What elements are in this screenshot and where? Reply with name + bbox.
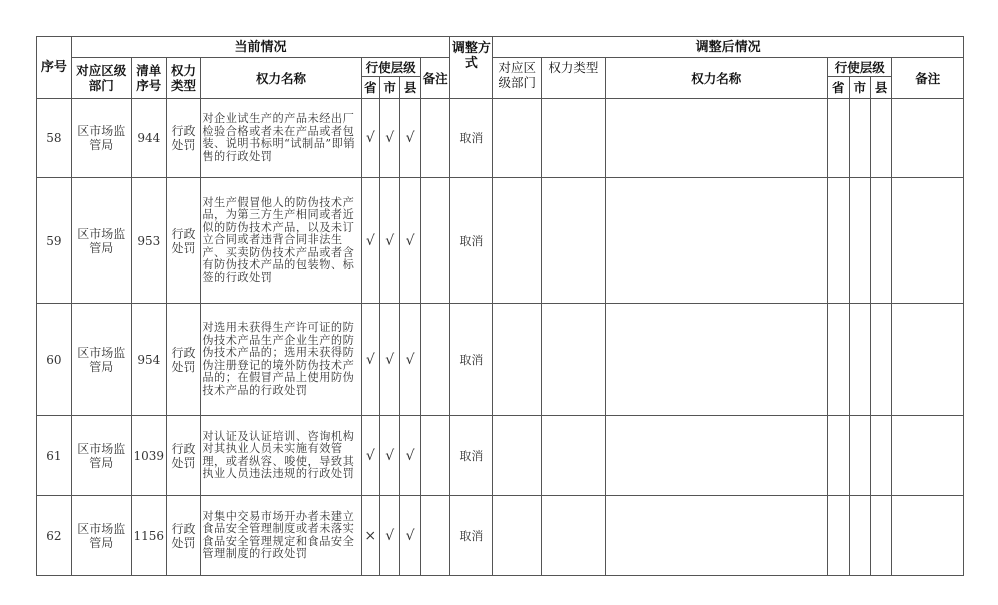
row-province-mark: √: [361, 99, 379, 178]
row-province-mark: √: [361, 178, 379, 304]
row-adj-city: [849, 496, 870, 576]
province-header: 省: [361, 77, 379, 99]
row-adj-dept: [493, 178, 542, 304]
row-note: [420, 304, 450, 416]
row-adj-county: [870, 99, 891, 178]
row-county-mark: √: [400, 496, 420, 576]
row-city-mark: √: [379, 496, 399, 576]
table-row: [37, 496, 964, 576]
power-name-header: 权力名称: [201, 58, 361, 99]
row-adj-province: [828, 99, 849, 178]
row-type: 行政处罚: [166, 496, 201, 576]
row-adj-note: [892, 416, 964, 496]
dept-header: 对应区级部门: [71, 58, 131, 99]
power-adjustment-table: [36, 36, 964, 576]
row-list-no: 953: [131, 178, 166, 304]
city-header: 市: [379, 77, 399, 99]
power-type-header: 权力类型: [166, 58, 201, 99]
row-adj-county: [870, 304, 891, 416]
seq-header: 序号: [37, 37, 72, 99]
row-adj-note: [892, 99, 964, 178]
note-header-adjusted: 备注: [892, 58, 964, 99]
row-adj-county: [870, 416, 891, 496]
row-province-mark: √: [361, 416, 379, 496]
row-adj-name: [605, 304, 828, 416]
row-power-name: 对认证及认证培训、咨询机构对其执业人员未实施有效管理，或者纵容、唆使，导致其执业人员违法违规的行政处罚: [201, 416, 361, 496]
row-seq: 58: [37, 99, 72, 178]
row-power-name: 对集中交易市场开办者未建立食品安全管理制度或者未落实食品安全管理规定和食品安全管理制度的行政处罚: [201, 496, 361, 576]
row-type: 行政处罚: [166, 416, 201, 496]
adj-province-header: 省: [828, 77, 849, 99]
adj-power-type-header: 权力类型: [542, 58, 605, 99]
row-method: 取消: [450, 178, 493, 304]
row-list-no: 944: [131, 99, 166, 178]
row-method: 取消: [450, 99, 493, 178]
row-adj-city: [849, 99, 870, 178]
row-power-name: 对生产假冒他人的防伪技术产品，为第三方生产相同或者近似的防伪技术产品，以及未订立合同或者违背合同非法生产、买卖防伪技术产品或者含有防伪技术产品的包装物、标签的行政处罚: [201, 178, 361, 304]
county-header: 县: [400, 77, 420, 99]
row-type: 行政处罚: [166, 304, 201, 416]
row-method: 取消: [450, 496, 493, 576]
row-city-mark: √: [379, 99, 399, 178]
row-adj-city: [849, 178, 870, 304]
row-adj-province: [828, 416, 849, 496]
row-adj-city: [849, 304, 870, 416]
row-adj-note: [892, 304, 964, 416]
table-row: [37, 416, 964, 496]
current-situation-header: 当前情况: [71, 37, 450, 58]
row-adj-name: [605, 99, 828, 178]
row-power-name: 对企业试生产的产品未经出厂检验合格或者未在产品或者包装、说明书标明“试制品”即销售的行政处罚: [201, 99, 361, 178]
row-dept: 区市场监管局: [71, 416, 131, 496]
row-adj-type: [542, 99, 605, 178]
row-adj-note: [892, 178, 964, 304]
row-power-name: 对选用未获得生产许可证的防伪技术产品生产企业生产的防伪技术产品的；选用未获得防伪注册登记的境外防伪技术产品的；在假冒产品上使用防伪技术产品的行政处罚: [201, 304, 361, 416]
level-header: 行使层级: [361, 58, 420, 77]
row-dept: 区市场监管局: [71, 496, 131, 576]
adjusted-situation-header: 调整后情况: [493, 37, 964, 58]
row-adj-province: [828, 496, 849, 576]
row-city-mark: √: [379, 304, 399, 416]
row-adj-type: [542, 416, 605, 496]
adj-power-name-header: 权力名称: [605, 58, 828, 99]
row-note: [420, 416, 450, 496]
row-county-mark: √: [400, 416, 420, 496]
row-type: 行政处罚: [166, 178, 201, 304]
row-dept: 区市场监管局: [71, 304, 131, 416]
row-list-no: 1156: [131, 496, 166, 576]
row-adj-note: [892, 496, 964, 576]
row-adj-name: [605, 178, 828, 304]
row-adj-county: [870, 496, 891, 576]
table-row: [37, 304, 964, 416]
adjust-method-header: 调整方式: [450, 37, 493, 99]
row-adj-type: [542, 304, 605, 416]
row-note: [420, 99, 450, 178]
row-adj-province: [828, 178, 849, 304]
row-adj-dept: [493, 496, 542, 576]
note-header-current: 备注: [420, 58, 450, 99]
row-city-mark: √: [379, 416, 399, 496]
row-adj-dept: [493, 304, 542, 416]
row-adj-dept: [493, 416, 542, 496]
row-note: [420, 178, 450, 304]
row-list-no: 954: [131, 304, 166, 416]
row-type: 行政处罚: [166, 99, 201, 178]
row-dept: 区市场监管局: [71, 99, 131, 178]
row-list-no: 1039: [131, 416, 166, 496]
row-note: [420, 496, 450, 576]
row-seq: 61: [37, 416, 72, 496]
row-county-mark: √: [400, 99, 420, 178]
row-adj-province: [828, 304, 849, 416]
row-province-mark: √: [361, 304, 379, 416]
row-adj-type: [542, 496, 605, 576]
row-adj-type: [542, 178, 605, 304]
row-adj-name: [605, 416, 828, 496]
row-adj-dept: [493, 99, 542, 178]
row-province-mark: ×: [361, 496, 379, 576]
row-method: 取消: [450, 416, 493, 496]
row-adj-county: [870, 178, 891, 304]
adj-dept-header: 对应区级部门: [493, 58, 542, 99]
row-adj-name: [605, 496, 828, 576]
row-seq: 59: [37, 178, 72, 304]
table-row: [37, 99, 964, 178]
table-row: [37, 178, 964, 304]
adj-city-header: 市: [849, 77, 870, 99]
row-method: 取消: [450, 304, 493, 416]
adj-level-header: 行使层级: [828, 58, 892, 77]
adj-county-header: 县: [870, 77, 891, 99]
row-county-mark: √: [400, 304, 420, 416]
row-seq: 62: [37, 496, 72, 576]
row-seq: 60: [37, 304, 72, 416]
row-dept: 区市场监管局: [71, 178, 131, 304]
row-county-mark: √: [400, 178, 420, 304]
list-no-header: 清单序号: [131, 58, 166, 99]
row-city-mark: √: [379, 178, 399, 304]
row-adj-city: [849, 416, 870, 496]
